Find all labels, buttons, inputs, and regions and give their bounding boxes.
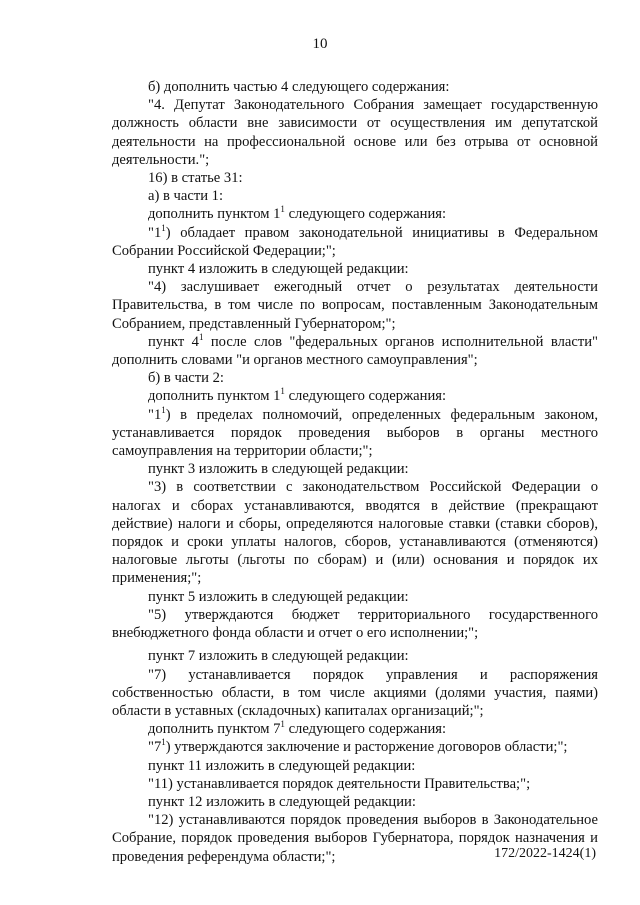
paragraph: "11) устанавливается порядок деятельности Правительства;"; (148, 775, 531, 792)
paragraph: "3) в соответствии с законодательством Российской Федерации о налогах и сборах устанавливаются, вводятся в действие (прекращают действие) налоги и сборы, определяются налоговые ставки (ставки сборов), порядок и сроки уплаты налогов, сборов, устанавливаются (отменяются) налоговые льготы (льготы по сборам) и (или) основания и порядок их применения;"; (112, 479, 598, 587)
paragraph: пункт $4^1$ после слов "федеральных органов исполнительной власти" дополнить словами "и органов местного самоуправления"; (112, 331, 599, 369)
paragraph: 16) в статье 31: (148, 170, 243, 187)
paragraph: "7) устанавливается порядок управления и распоряжения собственностью области, в том числе акциями (долями участия, паями) области в уставных (складочных) капиталах организаций;"; (112, 666, 598, 719)
paragraph: "12) устанавливаются порядок проведения выборов в Законодательное Собрание, порядок проведения выборов Губернатора, порядок назначения и проведения референдума области;"; (112, 812, 598, 865)
paragraph: дополнить пунктом $1^1$ следующего содержания: (148, 204, 447, 223)
paragraph: "$7^1$) утверждаются заключение и расторжение договоров области;"; (148, 737, 568, 756)
paragraph: "$1^1$) обладает правом законодательной инициативы в Федеральном Собрании Российской Федерации;"; (112, 222, 598, 259)
document-body (112, 78, 598, 866)
paragraph: б) дополнить частью 4 следующего содержания: (148, 79, 450, 95)
paragraph: пункт 3 изложить в следующей редакции: (148, 461, 409, 478)
paragraph: дополнить пунктом $1^1$ следующего содержания: (148, 386, 447, 405)
paragraph: б) в части 2: (148, 370, 224, 387)
paragraph: "4) заслушивает ежегодный отчет о результатах деятельности Правительства, в том числе по вопросам, поставленным Законодательным Собранием, представленный Губернатором;"; (112, 279, 598, 332)
page-number: 10 (312, 36, 328, 52)
paragraph: "4. Депутат Законодательного Собрания замещает государственную должность области вне зависимости от осуществления им депутатской деятельности на профессиональной основе или без отрыва от основной деятельности."; (112, 97, 598, 168)
paragraph: пункт 11 изложить в следующей редакции: (148, 757, 416, 774)
paragraph: пункт 4 изложить в следующей редакции: (148, 261, 409, 278)
paragraph: "$1^1$) в пределах полномочий, определенных федеральным законом, устанавливается порядок проведения выборов в органы местного самоуправления на территории области;"; (112, 404, 598, 460)
document-code: 172/2022-1424(1) (494, 846, 596, 861)
paragraph: "5) утверждаются бюджет территориального государственного внебюджетного фонда области и отчет о его исполнении;"; (112, 606, 598, 642)
paragraph: пункт 5 изложить в следующей редакции: (148, 588, 409, 605)
paragraph: а) в части 1: (148, 188, 224, 205)
paragraph: дополнить пунктом $7^1$ следующего содержания: (148, 719, 447, 738)
paragraph: пункт 7 изложить в следующей редакции: (148, 648, 409, 665)
paragraph: пункт 12 изложить в следующей редакции: (148, 793, 416, 810)
